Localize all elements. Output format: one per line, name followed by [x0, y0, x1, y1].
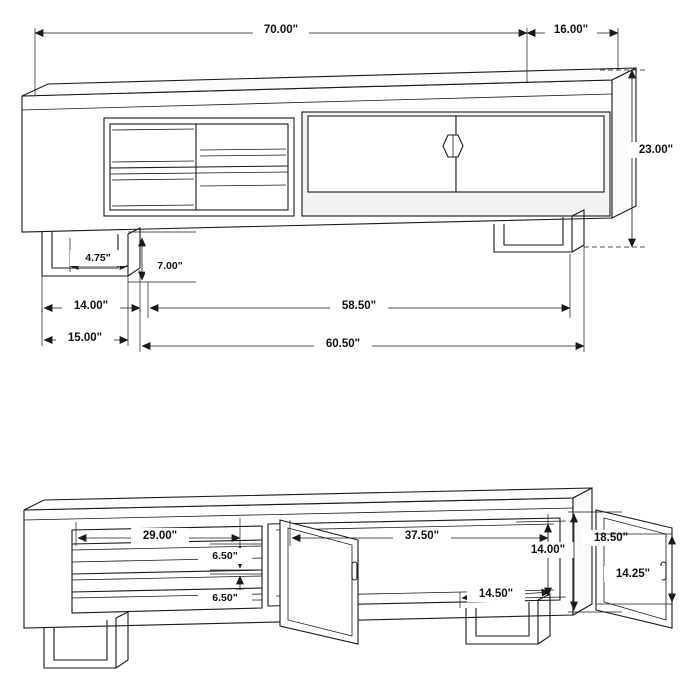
dim-label-70: 70.00": [263, 24, 299, 37]
dim-label-14-open: 14.00": [530, 544, 566, 557]
cabinet-doors-closed: [302, 112, 610, 216]
dimension-leg-foot-depth: [70, 236, 128, 272]
front-elevation-view: [22, 22, 684, 352]
dim-label-475: 4.75": [85, 251, 111, 264]
dim-label-15: 15.00": [67, 332, 103, 345]
dimension-inner-span: [148, 254, 570, 318]
open-doors-view: [24, 488, 672, 668]
dimension-leg-span-inner: [42, 270, 140, 314]
open-shelf-compartment: [104, 118, 294, 216]
dim-label-14-front: 14.00": [73, 300, 109, 313]
dim-label-3750: 37.50": [404, 530, 440, 543]
dim-label-1450: 14.50": [478, 588, 514, 601]
open-door-left-panel: [280, 520, 358, 644]
dim-label-1850: 18.50": [593, 532, 629, 545]
dim-label-650-lower: 6.50": [212, 591, 238, 604]
dim-label-1425: 14.25": [615, 568, 651, 581]
cabinet-door-right: [456, 116, 604, 192]
dimension-leg-height: [128, 232, 196, 282]
dim-label-5850: 58.50": [341, 300, 377, 313]
dim-label-650-upper: 6.50": [212, 549, 238, 562]
dim-label-29: 29.00": [142, 530, 178, 543]
dimension-top-right-section: [527, 22, 618, 70]
cabinet-door-left: [308, 116, 456, 192]
dim-label-23: 23.00": [638, 144, 674, 157]
dim-label-16: 16.00": [553, 24, 589, 37]
dim-label-7: 7.00": [157, 259, 183, 272]
dim-label-6050: 60.50": [325, 338, 361, 351]
door-handle-left: [352, 562, 357, 580]
